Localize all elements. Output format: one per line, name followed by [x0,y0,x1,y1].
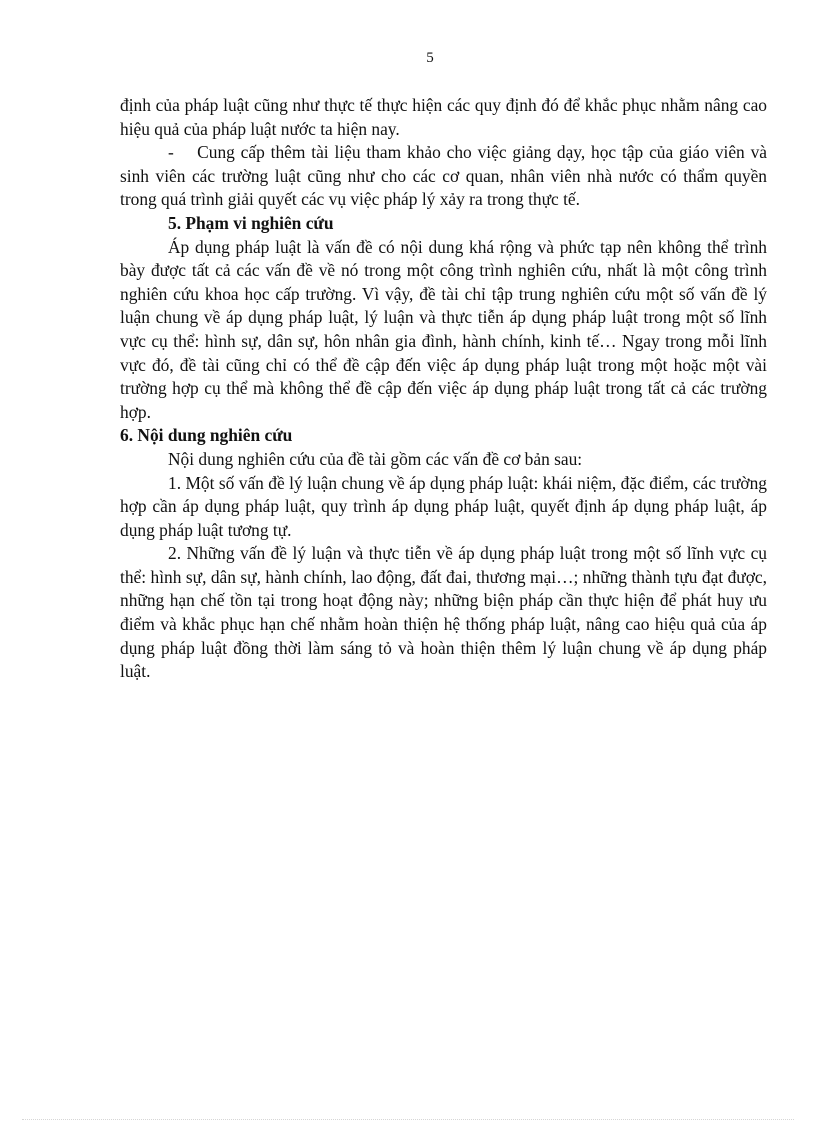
bullet-text: Cung cấp thêm tài liệu tham khảo cho việc giảng dạy, học tập của giáo viên và sinh viên các trường luật cũng như cho các cơ quan, nhân viên nhà nước có thẩm quyền trong quá trình giải quyết các vụ việc pháp lý xảy ra trong thực tế. [120,142,768,210]
page-number: 5 [426,50,434,66]
bullet-marker: - [168,142,174,163]
document-body [120,94,767,684]
bullet-paragraph [120,141,767,212]
footer-divider [22,1119,794,1120]
paragraph-content-intro: Nội dung nghiên cứu của đề tài gồm các vấn đề cơ bản sau: [168,448,583,469]
paragraph-content-item-1: 1. Một số vấn đề lý luận chung về áp dụng pháp luật: khái niệm, đặc điểm, các trường hợp cần áp dụng pháp luật, quy trình áp dụng pháp luật, quyết định áp dụng pháp luật, áp dụng pháp luật tương tự. [120,472,767,540]
paragraph-continuation: định của pháp luật cũng như thực tế thực hiện các quy định đó để khắc phục nhằm nâng cao hiệu quả của pháp luật nước ta hiện nay. [120,95,767,139]
section-heading-6: 6. Nội dung nghiên cứu [120,425,293,446]
section-heading-5: 5. Phạm vi nghiên cứu [168,212,334,233]
paragraph-content-item-2: 2. Những vấn đề lý luận và thực tiễn về áp dụng pháp luật trong một số lĩnh vực cụ thể: hình sự, dân sự, hành chính, lao động, đất đai, thương mại…; những thành tựu đạt được, những hạn chế tồn tại trong hoạt động này; những biện pháp cần thực hiện để phát huy ưu điểm và khắc phục hạn chế nhằm hoàn thiện hệ thống pháp luật, nâng cao hiệu quả của áp dụng pháp luật đồng thời làm sáng tỏ và hoàn thiện thêm lý luận chung về áp dụng pháp luật. [120,543,767,682]
paragraph-scope: Áp dụng pháp luật là vấn đề có nội dung khá rộng và phức tạp nên không thể trình bày được tất cả các vấn đề về nó trong một công trình nghiên cứu, nhất là một công trình nghiên cứu khoa học cấp trường. Vì vậy, đề tài chỉ tập trung nghiên cứu một số vấn đề lý luận chung về áp dụng pháp luật, lý luận và thực tiễn áp dụng pháp luật trong một số lĩnh vực cụ thể: hình sự, dân sự, hôn nhân gia đình, hành chính, kinh tế… Ngay trong mỗi lĩnh vực đó, đề tài cũng chỉ có thể đề cập đến việc áp dụng pháp luật trong một hoặc một vài trường hợp cụ thể mà không thể đề cập đến việc áp dụng pháp luật trong tất cả các trường hợp. [120,236,767,422]
